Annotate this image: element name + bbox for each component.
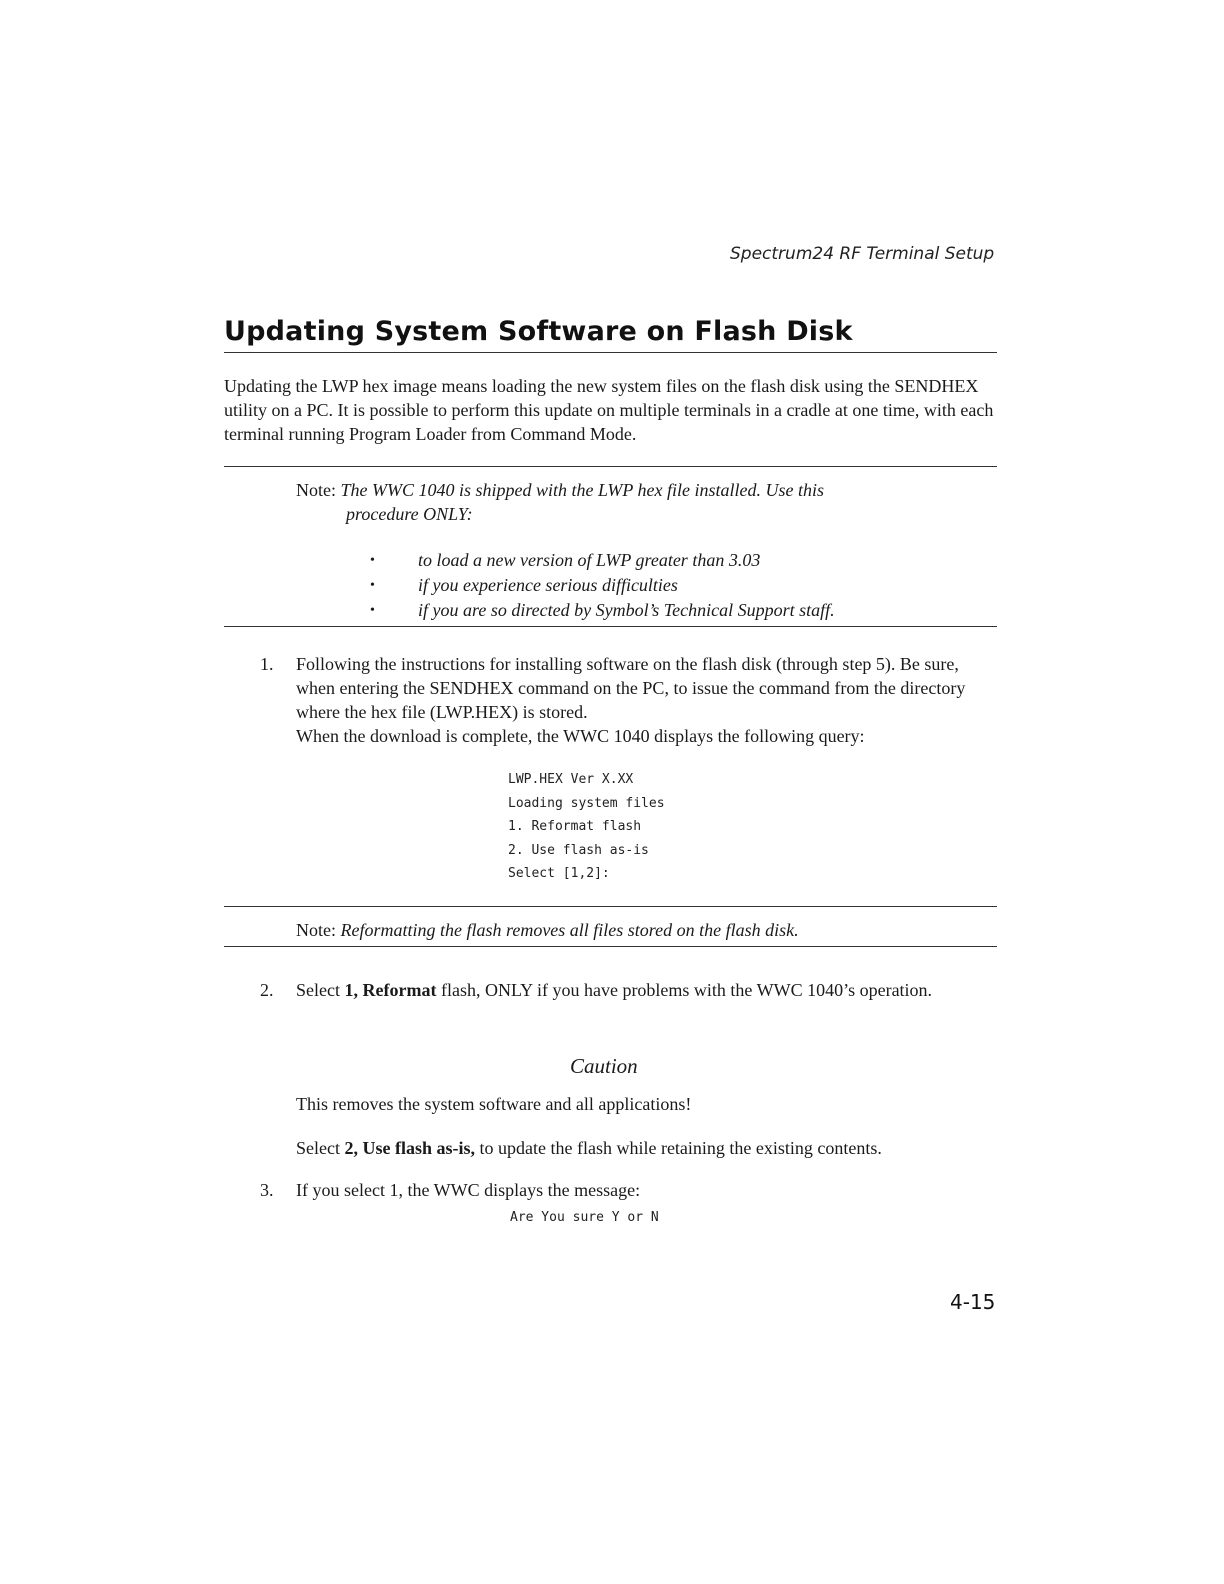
query-line: LWP.HEX Ver X.XX bbox=[508, 772, 634, 787]
running-header: Spectrum24 RF Terminal Setup bbox=[730, 244, 995, 264]
note1-bullet-list bbox=[370, 548, 835, 623]
step-1-number: 1. bbox=[260, 654, 274, 674]
list-item: • if you experience serious difficulties bbox=[370, 573, 835, 598]
confirm-message: Are You sure Y or N bbox=[510, 1210, 659, 1225]
select-2-post: to update the flash while retaining the existing contents. bbox=[475, 1138, 882, 1158]
note1-text: The WWC 1040 is shipped with the LWP hex file installed. Use this bbox=[340, 480, 824, 500]
caution-text: This removes the system software and all applications! bbox=[296, 1094, 692, 1114]
note2-bottom-rule bbox=[224, 946, 997, 947]
intro-paragraph: Updating the LWP hex image means loading the new system files on the flash disk using the SENDHEX utility on a PC. It is possible to perform this update on multiple terminals in a cradle at one time, with each terminal running Program Loader from Command Mode. bbox=[224, 376, 994, 444]
caution-heading: Caution bbox=[570, 1054, 638, 1078]
step-3-text: If you select 1, the WWC displays the message: bbox=[296, 1180, 641, 1200]
query-screen bbox=[508, 768, 665, 886]
query-line: 2. Use flash as-is bbox=[508, 842, 649, 858]
select-2-paragraph bbox=[296, 1138, 882, 1159]
note1-label: Note: bbox=[296, 480, 336, 500]
list-item: • to load a new version of LWP greater than 3.03 bbox=[370, 548, 835, 573]
query-line: Loading system files bbox=[508, 795, 665, 811]
step-3-number: 3. bbox=[260, 1180, 274, 1200]
note2-top-rule bbox=[224, 906, 997, 907]
select-2-pre: Select bbox=[296, 1138, 345, 1158]
query-line: 1. Reformat flash bbox=[508, 819, 642, 834]
note1-bottom-rule bbox=[224, 626, 997, 627]
note2-label: Note: bbox=[296, 920, 336, 940]
step-2-post: flash, ONLY if you have problems with the WWC 1040’s operation. bbox=[436, 980, 933, 1000]
step-1 bbox=[260, 652, 996, 724]
title-rule bbox=[224, 352, 997, 353]
note1 bbox=[296, 478, 976, 503]
note1-top-rule bbox=[224, 466, 997, 467]
page-number: 4-15 bbox=[950, 1290, 996, 1314]
step-2-number: 2. bbox=[260, 980, 274, 1000]
note1-text-cont: procedure ONLY: bbox=[346, 504, 473, 524]
step-2-bold-mid: , Reformat bbox=[353, 980, 437, 1000]
note2 bbox=[296, 920, 799, 941]
step-1-text: Following the instructions for installing software on the flash disk (through step 5). Be sure, when entering the SENDHEX command on the PC, to issue the command from the directory where the hex file (LWP.HEX) is stored. bbox=[296, 654, 966, 722]
step-2 bbox=[260, 978, 976, 1002]
list-item: • if you are so directed by Symbol’s Technical Support staff. bbox=[370, 598, 835, 623]
step-2-pre: Select bbox=[296, 980, 345, 1000]
select-2-bold: 2, Use flash as-is, bbox=[344, 1138, 475, 1158]
step-3 bbox=[260, 1180, 641, 1201]
note2-text: Reformatting the flash removes all files stored on the flash disk. bbox=[340, 920, 799, 940]
section-title: Updating System Software on Flash Disk bbox=[224, 316, 853, 347]
step-1-tail: When the download is complete, the WWC 1040 displays the following query: bbox=[296, 726, 865, 746]
step-2-bold-num: 1 bbox=[344, 980, 354, 1000]
query-line: Select [1,2]: bbox=[508, 866, 610, 881]
